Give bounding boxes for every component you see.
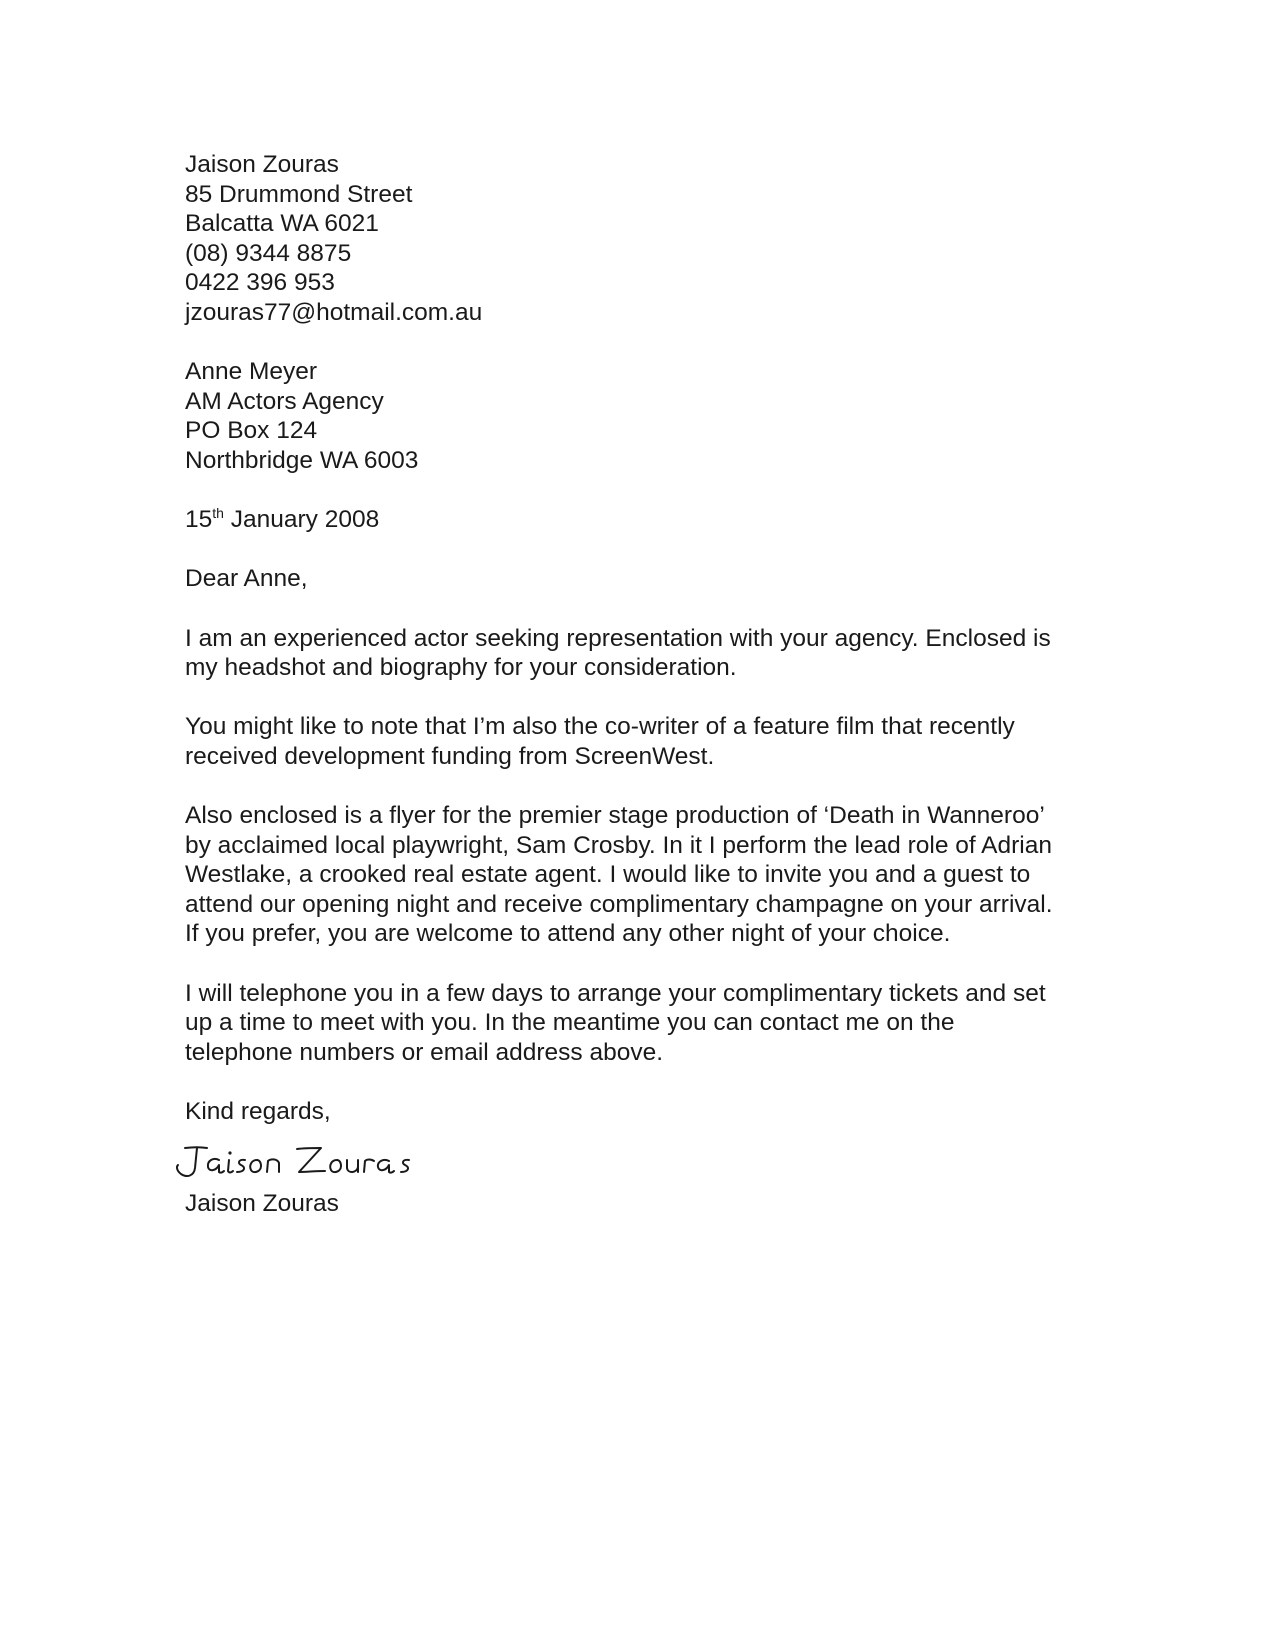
recipient-company: AM Actors Agency — [185, 387, 384, 415]
paragraph-line: my headshot and biography for your consideration. — [185, 654, 737, 682]
handwritten-signature — [171, 1130, 1071, 1189]
paragraph-line: up a time to meet with you. In the meantime you can contact me on the — [185, 1009, 955, 1037]
paragraph-line: Westlake, a crooked real estate agent. I would like to invite you and a guest to — [185, 861, 1031, 889]
paragraph-line: I will telephone you in a few days to arrange your complimentary tickets and set — [185, 979, 1046, 1007]
closing-text: Kind regards, — [185, 1098, 331, 1125]
recipient-suburb: Northbridge WA 6003 — [185, 446, 419, 474]
paragraph-line: received development funding from ScreenWest. — [185, 742, 715, 770]
signature-graphic — [171, 1130, 431, 1189]
date-day: 15 — [185, 506, 213, 534]
paragraph-line: You might like to note that I’m also the co-writer of a feature film that recently — [185, 713, 1015, 741]
salutation-text: Dear Anne, — [185, 565, 308, 593]
paragraph-line: I am an experienced actor seeking representation with your agency. Enclosed is — [185, 624, 1051, 652]
letter-date — [185, 505, 1085, 535]
sender-street: 85 Drummond Street — [185, 180, 413, 208]
paragraph-line: If you prefer, you are welcome to attend any other night of your choice. — [185, 920, 951, 948]
body-paragraph-3 — [185, 801, 1085, 949]
recipient-address — [185, 357, 1085, 475]
sender-email: jzouras77@hotmail.com.au — [185, 298, 483, 326]
sender-suburb: Balcatta WA 6021 — [185, 210, 379, 238]
body-paragraph-2 — [185, 712, 1085, 771]
paragraph-line: by acclaimed local playwright, Sam Crosby. In it I perform the lead role of Adrian — [185, 831, 1052, 859]
date-ordinal-suffix: th — [212, 505, 224, 522]
salutation — [185, 564, 1085, 594]
sender-mobile: 0422 396 953 — [185, 269, 335, 297]
body-paragraph-1 — [185, 624, 1085, 683]
sender-name: Jaison Zouras — [185, 151, 339, 178]
signed-name-text: Jaison Zouras — [185, 1189, 339, 1217]
date-month-year: January 2008 — [223, 506, 380, 534]
closing — [185, 1097, 1085, 1127]
letter — [185, 150, 1085, 1248]
sender-address — [185, 150, 1085, 328]
sender-phone: (08) 9344 8875 — [185, 239, 352, 267]
body-paragraph-4 — [185, 979, 1085, 1068]
signature-i-dot — [228, 1151, 231, 1154]
recipient-po-box: PO Box 124 — [185, 417, 318, 445]
signed-name — [185, 1189, 1085, 1219]
paragraph-line: Also enclosed is a flyer for the premier stage production of ‘Death in Wanneroo’ — [185, 802, 1045, 830]
recipient-name: Anne Meyer — [185, 358, 318, 386]
paragraph-line: attend our opening night and receive complimentary champagne on your arrival. — [185, 890, 1053, 918]
paragraph-line: telephone numbers or email address above. — [185, 1038, 664, 1066]
